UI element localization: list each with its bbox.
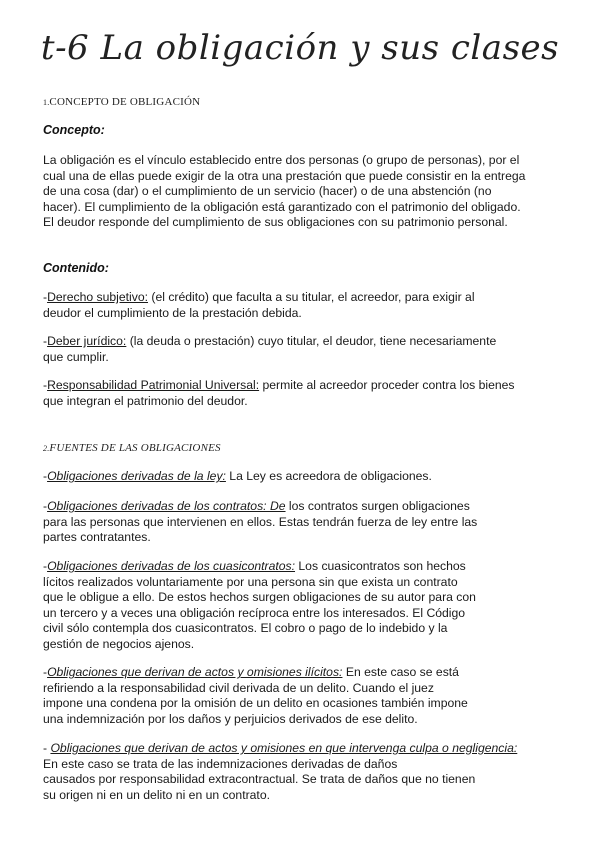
- section-1-number: 1.: [43, 98, 50, 107]
- concepto-heading: Concepto:: [43, 123, 105, 137]
- item-text: La Ley es acreedora de obligaciones.: [225, 469, 432, 483]
- contenido-item: [43, 378, 563, 409]
- fuente-item: [43, 499, 563, 546]
- item-dash: -: [43, 559, 48, 573]
- concepto-line: La obligación es el vínculo establecido entre dos personas (o grupo de personas), por el: [43, 153, 520, 167]
- item-text-line: civil sólo contempla dos cuasicontratos. El cobro o pago de lo indebido y la: [43, 621, 448, 635]
- contenido-heading: Contenido:: [43, 261, 109, 275]
- item-text: En este caso se está: [342, 665, 459, 679]
- contenido-item: [43, 334, 563, 365]
- item-term: Responsabilidad Patrimonial Universal:: [47, 378, 260, 392]
- page-title: t-6 La obligación y sus clases: [40, 28, 560, 68]
- item-dash: -: [43, 469, 48, 483]
- contenido-item: [43, 290, 563, 321]
- item-text: (la deuda o prestación) cuyo titular, el deudor, tiene necesariamente: [126, 334, 497, 348]
- item-term: Obligaciones derivadas de la ley:: [47, 469, 226, 483]
- item-text-line: su origen ni en un delito ni en un contrato.: [43, 787, 270, 802]
- item-dash: -: [43, 378, 48, 392]
- item-dash: -: [43, 499, 48, 513]
- item-text-line: que cumplir.: [43, 349, 109, 364]
- item-text-line: impone una condena por la omisión de un delito en ocasiones también impone: [43, 696, 468, 710]
- item-dash: -: [43, 741, 51, 755]
- item-dash: -: [43, 334, 48, 348]
- item-text-line: para las personas que intervienen en ellos. Estas tendrán fuerza de ley entre las: [43, 514, 478, 529]
- item-text-line: partes contratantes.: [43, 530, 151, 544]
- item-text-line: gestión de negocios ajenos.: [43, 636, 195, 651]
- section-2-number: 2.: [43, 444, 50, 453]
- item-term: Obligaciones que derivan de actos y omisiones en que intervenga culpa o negligencia:: [50, 741, 518, 755]
- item-term: Obligaciones derivadas de los cuasicontratos:: [47, 559, 296, 573]
- item-dash: -: [43, 665, 48, 679]
- item-dash: -: [43, 290, 48, 304]
- item-term: Derecho subjetivo:: [47, 290, 149, 304]
- fuente-item: [43, 665, 563, 727]
- item-text: Los cuasicontratos son hechos: [295, 559, 466, 573]
- fuente-item: [43, 741, 563, 803]
- item-text-line: refiriendo a la responsabilidad civil derivada de un delito. Cuando el juez: [43, 680, 434, 695]
- item-term: Obligaciones derivadas de los contratos: De: [47, 499, 286, 513]
- item-text-line: una indemnización por los daños y perjuicios derivados de ese delito.: [43, 711, 418, 726]
- item-term: Obligaciones que derivan de actos y omisiones ilícitos:: [47, 665, 343, 679]
- concepto-line: cual una de ellas puede exigir de la otra una prestación que puede consistir en la entrega: [43, 168, 526, 183]
- item-text-line: deudor el cumplimiento de la prestación debida.: [43, 305, 302, 320]
- fuente-item: [43, 559, 563, 652]
- concepto-line: El deudor responde del cumplimiento de sus obligaciones con su patrimonio personal.: [43, 215, 508, 229]
- concepto-line: de una cosa (dar) o el cumplimiento de un servicio (hacer) o de una abstención (no: [43, 184, 492, 198]
- item-text-line: causados por responsabilidad extracontractual. Se trata de daños que no tienen: [43, 772, 476, 786]
- section-1-title-text: CONCEPTO DE OBLIGACIÓN: [49, 96, 201, 108]
- item-text-line: un tercero y a veces una obligación recíproca entre los interesados. El Código: [43, 605, 466, 620]
- item-text-line: que integran el patrimonio del deudor.: [43, 393, 248, 408]
- section-2-title-text: FUENTES DE LAS OBLIGACIONES: [49, 442, 221, 454]
- item-term: Deber jurídico:: [47, 334, 127, 348]
- concepto-paragraph: [43, 153, 563, 231]
- item-text: permite al acreedor proceder contra los bienes: [259, 378, 515, 392]
- section-1-title: [43, 96, 200, 108]
- section-2-title: [43, 442, 221, 454]
- concepto-line: hacer). El cumplimiento de la obligación está garantizado con el patrimonio del obligado.: [43, 199, 521, 214]
- item-text: los contratos surgen obligaciones: [285, 499, 470, 513]
- item-text-line: lícitos realizados voluntariamente por una persona sin que exista un contrato: [43, 574, 458, 589]
- item-text-line: En este caso se trata de las indemnizaciones derivadas de daños: [43, 756, 398, 771]
- item-text: (el crédito) que faculta a su titular, el acreedor, para exigir al: [148, 290, 475, 304]
- item-text-line: que le obligue a ello. De estos hechos surgen obligaciones de su autor para con: [43, 590, 476, 604]
- fuente-item: [43, 469, 563, 485]
